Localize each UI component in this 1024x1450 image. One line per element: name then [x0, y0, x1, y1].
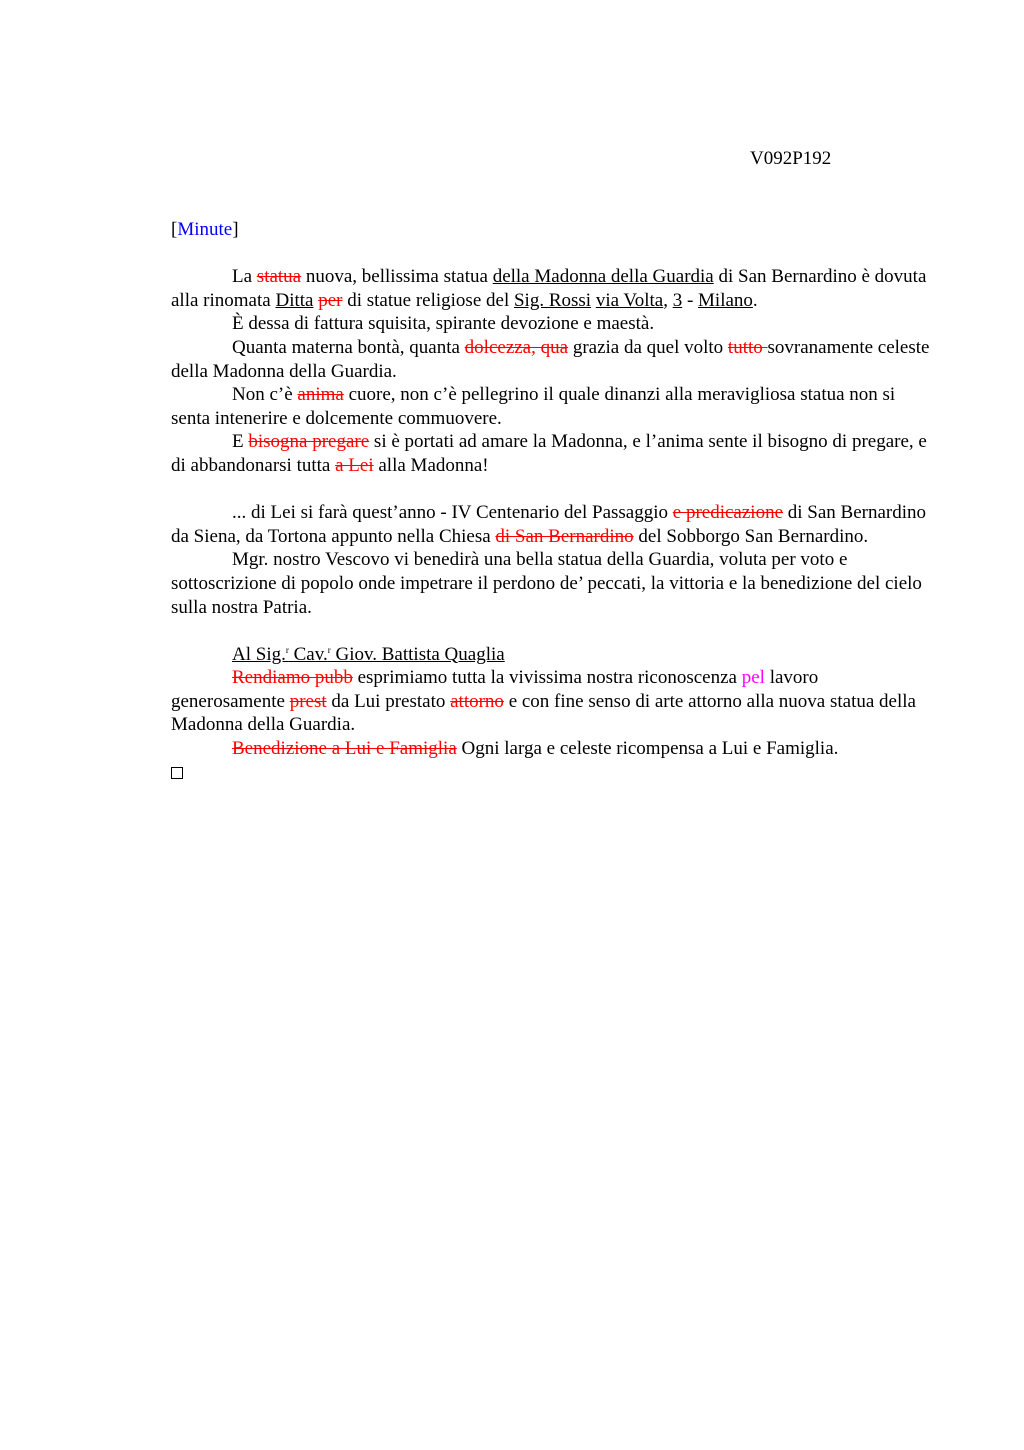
paragraph-prayer — [171, 430, 933, 477]
text-run: del Sobborgo San Bernardino. — [633, 525, 869, 547]
text-run: Al Sig. — [232, 643, 286, 665]
text-run: si è portati ad amare la Madonna, e l’anima sente il bisogno di pregare, e di abbandonarsi tutta — [171, 431, 927, 476]
text-run: Ogni larga e celeste ricompensa a Lui e Famiglia. — [456, 738, 839, 760]
text-run: La — [232, 266, 257, 288]
minute-label — [171, 218, 933, 242]
transcription-body — [171, 218, 933, 785]
underlined-text: della Madonna della Guardia — [492, 266, 714, 288]
deleted-text: a Lei — [335, 454, 374, 476]
text-run: nuova, bellissima statua — [301, 266, 493, 288]
text-run: Cav. — [288, 643, 328, 665]
underlined-text: 3 — [672, 289, 683, 311]
text-run: E — [232, 431, 249, 453]
addressee-line — [232, 644, 505, 665]
paragraph-goodness — [171, 336, 933, 383]
paragraph-craftsmanship: È dessa di fattura squisita, spirante devozione e maestà. — [232, 313, 655, 335]
paragraph-statue-intro — [171, 265, 933, 312]
paragraph-addressee — [171, 643, 933, 667]
text-run: esprimiamo tutta la vivissima nostra riconoscenza — [352, 667, 742, 689]
deleted-text: Rendiamo pubb — [232, 667, 353, 689]
underlined-text: Milano — [698, 289, 753, 311]
text-run: alla Madonna! — [373, 454, 489, 476]
text-run: lavoro generosamente — [171, 667, 819, 712]
text-run: di statue religiose del — [342, 289, 514, 311]
text-run: cuore, non c’è pellegrino il quale dinanzi alla meravigliosa statua non si senta intenerire e dolcemente commuovere. — [171, 384, 896, 429]
paragraph-bishop-blessing: Mgr. nostro Vescovo vi benedirà una bella statua della Guardia, voluta per voto e sottoscrizione di popolo onde impetrare il perdono de’ peccati, la vittoria e la benedizione del cielo sulla nostra Patria. — [171, 549, 922, 618]
minute-bracket-open: [ — [171, 219, 178, 240]
deleted-text: Benedizione a Lui e Famiglia — [232, 738, 457, 760]
end-square-icon — [171, 767, 183, 779]
text-run: . — [752, 289, 758, 311]
text-run: Quanta materna bontà, quanta — [232, 336, 465, 358]
deleted-text: di San Bernardino — [495, 525, 634, 547]
text-run: Non c’è — [232, 384, 298, 406]
text-run: grazia da quel volto — [568, 336, 728, 358]
deleted-text: statua — [256, 266, 302, 288]
paragraph-pilgrim — [171, 383, 933, 430]
paragraph-reward — [171, 737, 933, 761]
underlined-text: Sig. Rossi — [513, 289, 592, 311]
deleted-text: dolcezza, qua — [464, 336, 569, 358]
deleted-text: bisogna pregare — [248, 431, 370, 453]
spacer — [171, 242, 933, 266]
text-run: , — [663, 289, 673, 311]
inserted-text: pel — [741, 667, 765, 689]
superscript: r — [285, 644, 289, 655]
text-run: da Lui prestato — [326, 690, 451, 712]
text-run: di San Bernardino da Siena, da Tortona appunto nella Chiesa — [171, 502, 927, 547]
paragraph-centenary — [171, 501, 933, 548]
underlined-text: via Volta — [595, 289, 664, 311]
text-run: - — [682, 289, 699, 311]
paragraph-gratitude — [171, 666, 933, 737]
minute-bracket-close: ] — [232, 219, 239, 240]
superscript: r — [327, 644, 331, 655]
deleted-text: anima — [297, 384, 344, 406]
text-run: ... di Lei si farà quest’anno - IV Centenario del Passaggio — [232, 502, 673, 524]
spacer — [171, 478, 933, 502]
minute-text: Minute — [177, 219, 233, 240]
deleted-text: tutto — [727, 336, 768, 358]
deleted-text: attorno — [450, 690, 504, 712]
text-run: sovranamente celeste della Madonna della Guardia. — [171, 336, 930, 382]
spacer — [171, 619, 933, 643]
underlined-text: Ditta — [275, 289, 314, 311]
text-run: di San Bernardino è dovuta alla rinomata — [171, 266, 927, 311]
end-marker-row — [171, 761, 933, 786]
deleted-text: per — [318, 289, 343, 311]
text-run: Giov. Battista Quaglia — [330, 643, 505, 665]
deleted-text: e predicazione — [672, 502, 783, 524]
document-id: V092P192 — [750, 148, 832, 169]
text-run: e con fine senso di arte attorno alla nuova statua della Madonna della Guardia. — [171, 690, 916, 736]
deleted-text: prest — [289, 690, 327, 712]
